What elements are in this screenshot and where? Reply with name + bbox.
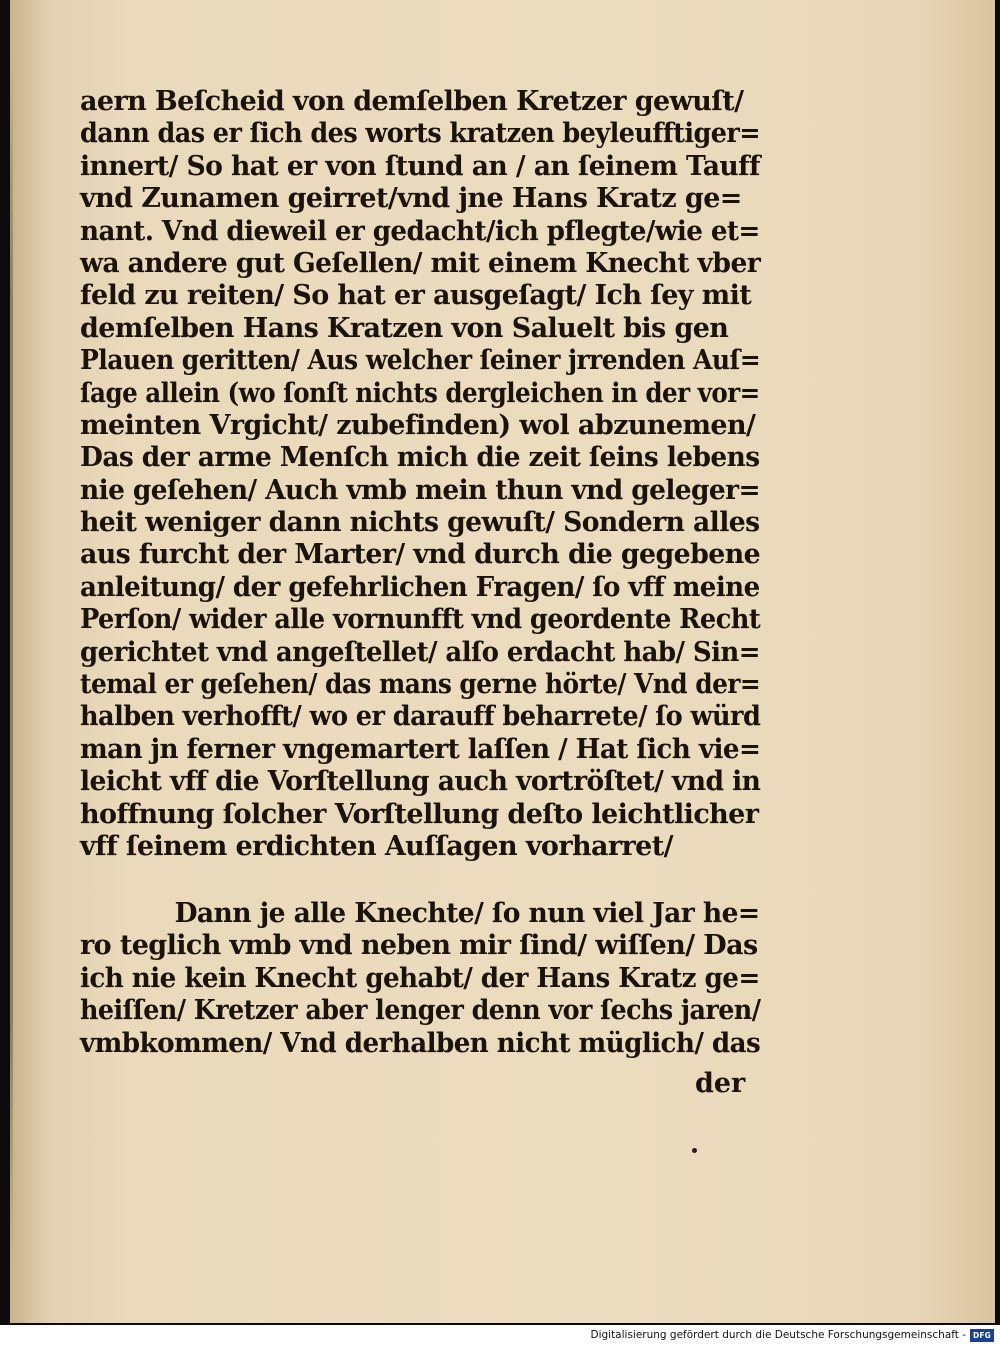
text-line: halben verhofft/ wo er darauff beharrete/ ſo würd (80, 701, 761, 733)
text-line: nant. Vnd dieweil er gedacht/ich pflegte/wie et= (80, 215, 760, 247)
text-line: aern Beſcheid von demſelben Kretzer gewuſt/ (80, 86, 744, 117)
catchword: der (695, 1068, 746, 1099)
paragraph-1 (80, 86, 760, 863)
text-line: hoffnung ſolcher Vorſtellung deſto leichtlicher (80, 798, 759, 830)
text-line: temal er geſehen/ das mans gerne hörte/ Vnd der= (80, 669, 761, 701)
text-line: Das der arme Menſch mich die zeit ſeins lebens (80, 442, 760, 474)
text-line: vnd Zunamen geirret/vnd jne Hans Kratz ge= (80, 183, 742, 215)
text-line: feld zu reiten/ So hat er ausgeſagt/ Ich ſey mit (80, 280, 752, 312)
text-line: leicht vff die Vorſtellung auch vortröſtet/ vnd in (80, 766, 761, 798)
text-line: vff ſeinem erdichten Auſſagen vorharret/ (80, 830, 673, 862)
text-line: heit weniger dann nichts gewuſt/ Sondern alles (80, 507, 760, 539)
text-line: meinten Vrgicht/ zubefinden) wol abzunemen/ (80, 409, 756, 441)
text-line: aus furcht der Marter/ vnd durch die gegebene (80, 539, 761, 571)
text-line: Dann je alle Knechte/ ſo nun viel Jar he= (174, 898, 760, 929)
funding-notice: Digitalisierung gefördert durch die Deutsche Forschungsgemeinschaft - (590, 1329, 966, 1341)
text-line: ſage allein (wo ſonſt nichts dergleichen in der vor= (80, 377, 760, 409)
text-line: heiſſen/ Kretzer aber lenger denn vor ſechs jaren/ (80, 995, 761, 1027)
text-line: nie geſehen/ Auch vmb mein thun vnd geleger= (80, 474, 760, 506)
text-line: innert/ So hat er von ſtund an / an ſeinem Tauff (80, 150, 760, 182)
footer (590, 1327, 994, 1343)
text-line: gerichtet vnd angeſtellet/ alſo erdacht hab/ Sin= (80, 636, 760, 668)
page-gutter (10, 60, 13, 1260)
text-line: Plauen geritten/ Aus welcher ſeiner jrrenden Auſ= (80, 345, 761, 377)
dfg-logo: DFG (970, 1329, 994, 1342)
text-line: Perſon/ wider alle vornunfft vnd geordente Recht (80, 604, 761, 636)
text-line: dann das er ſich des worts kratzen beyleufftiger= (80, 118, 761, 150)
text-line: demſelben Hans Kratzen von Saluelt bis gen (80, 312, 729, 344)
text-line: ro teglich vmb vnd neben mir ſind/ wiſſen/ Das (80, 930, 758, 962)
text-line: anleitung/ der gefehrlichen Fragen/ ſo vff meine (80, 571, 760, 603)
text-line: man jn ferner vngemartert laſſen / Hat ſich vie= (80, 733, 761, 765)
page-mark-dot (692, 1148, 697, 1153)
text-line: vmbkommen/ Vnd derhalben nicht müglich/ das (80, 1027, 761, 1059)
text-line: wa andere gut Geſellen/ mit einem Knecht vber (80, 247, 761, 279)
paragraph-2 (80, 898, 760, 1060)
text-line: ich nie kein Knecht gehabt/ der Hans Kratz ge= (80, 962, 760, 994)
